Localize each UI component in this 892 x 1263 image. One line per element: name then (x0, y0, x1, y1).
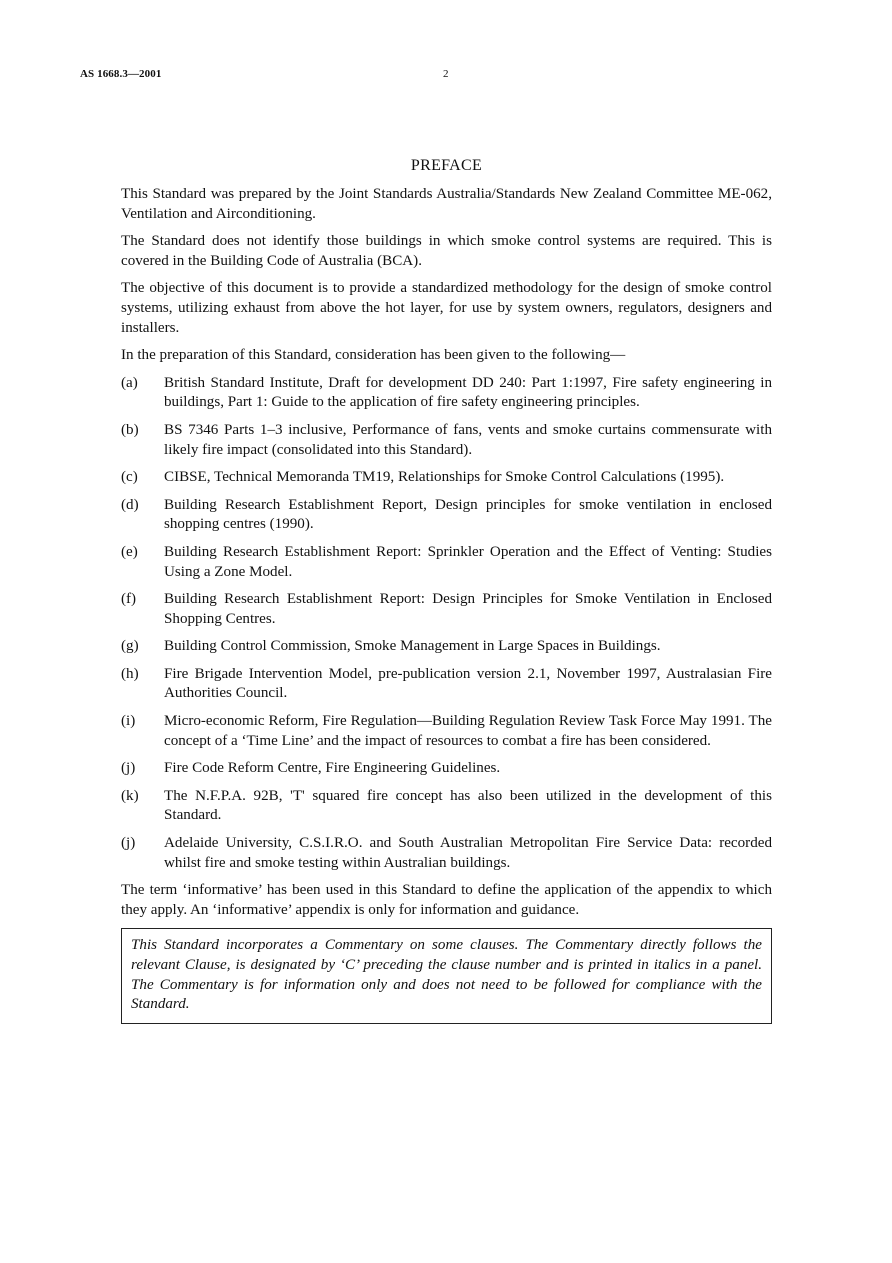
list-item-text: Fire Brigade Intervention Model, pre-publication version 2.1, November 1997, Australasian Fire Authorities Council. (164, 665, 772, 702)
list-marker: (j) (121, 760, 136, 777)
list-item-text: Adelaide University, C.S.I.R.O. and South Australian Metropolitan Fire Service Data: recorded whilst fire and smoke testing within Australian buildings. (164, 835, 772, 871)
list-item (121, 468, 772, 488)
list-item (121, 590, 772, 629)
list-item (121, 665, 772, 704)
list-item-text: The N.F.P.A. 92B, 'T' squared fire concept has also been utilized in the development of this Standard. (164, 787, 772, 824)
page-header (80, 68, 812, 84)
list-item (121, 421, 772, 460)
list-item (121, 543, 772, 582)
intro-paragraph: The objective of this document is to provide a standardized methodology for the design of smoke control systems, utilizing exhaust from above the hot layer, for use by system owners, regulators, designers and installers. (121, 280, 772, 336)
list-item-text: BS 7346 Parts 1–3 inclusive, Performance of fans, vents and smoke curtains commensurate with likely fire impact (consolidated into this Standard). (164, 421, 772, 458)
intro-paragraph: The Standard does not identify those buildings in which smoke control systems are required. This is covered in the Building Code of Australia (BCA). (121, 233, 772, 269)
preface-section (121, 156, 772, 1024)
page-title: PREFACE (410, 157, 483, 174)
list-item (121, 787, 772, 826)
intro-paragraph: In the preparation of this Standard, consideration has been given to the following— (121, 347, 626, 364)
list-marker: (d) (121, 496, 139, 513)
standard-id: AS 1668.3—2001 (80, 68, 162, 80)
list-item (121, 496, 772, 535)
list-item-text: Building Control Commission, Smoke Management in Large Spaces in Buildings. (164, 638, 661, 655)
reference-list (121, 374, 772, 873)
list-marker: (g) (121, 638, 139, 655)
list-item-text: Building Research Establishment Report: Sprinkler Operation and the Effect of Venting: Studies Using a Zone Model. (164, 543, 772, 580)
list-item-text: Building Research Establishment Report, Design principles for smoke ventilation in enclosed shopping centres (1990). (164, 496, 772, 533)
intro-paragraph: This Standard was prepared by the Joint Standards Australia/Standards New Zealand Committee ME-062, Ventilation and Airconditioning. (121, 186, 772, 222)
list-marker: (h) (121, 665, 139, 682)
list-marker: (j) (121, 835, 136, 852)
list-item (121, 374, 772, 413)
list-item-text: CIBSE, Technical Memoranda TM19, Relationships for Smoke Control Calculations (1995). (164, 469, 725, 486)
list-item (121, 759, 772, 779)
list-item-text: Fire Code Reform Centre, Fire Engineering Guidelines. (164, 760, 501, 777)
list-item-text: British Standard Institute, Draft for development DD 240: Part 1:1997, Fire safety engineering in buildings, Part 1: Guide to the application of fire safety engineering principles. (164, 374, 772, 411)
list-marker: (k) (121, 787, 139, 804)
list-item (121, 712, 772, 751)
list-item-text: Micro-economic Reform, Fire Regulation—Building Regulation Review Task Force May 1991. The concept of a ‘Time Line’ and the impact of resources to combat a fire has been considered. (164, 713, 772, 749)
closing-paragraph: The term ‘informative’ has been used in this Standard to define the application of the appendix to which they apply. An ‘informative’ appendix is only for information and guidance. (121, 882, 772, 918)
list-marker: (i) (121, 713, 136, 730)
list-marker: (f) (121, 591, 137, 608)
page-number: 2 (443, 68, 449, 80)
commentary-note-text: This Standard incorporates a Commentary on some clauses. The Commentary directly follows the relevant Clause, is designated by ‘C’ preceding the clause number and is printed in italics in a panel. The Commentary is for information only and does not need to be followed for compliance with the Standard. (131, 937, 762, 1013)
list-item (121, 834, 772, 873)
list-item (121, 637, 772, 657)
list-marker: (c) (121, 469, 138, 486)
commentary-note-panel (121, 928, 772, 1023)
list-item-text: Building Research Establishment Report: Design Principles for Smoke Ventilation in Enclosed Shopping Centres. (164, 591, 772, 627)
list-marker: (a) (121, 374, 138, 391)
list-marker: (e) (121, 543, 138, 560)
list-marker: (b) (121, 421, 139, 438)
